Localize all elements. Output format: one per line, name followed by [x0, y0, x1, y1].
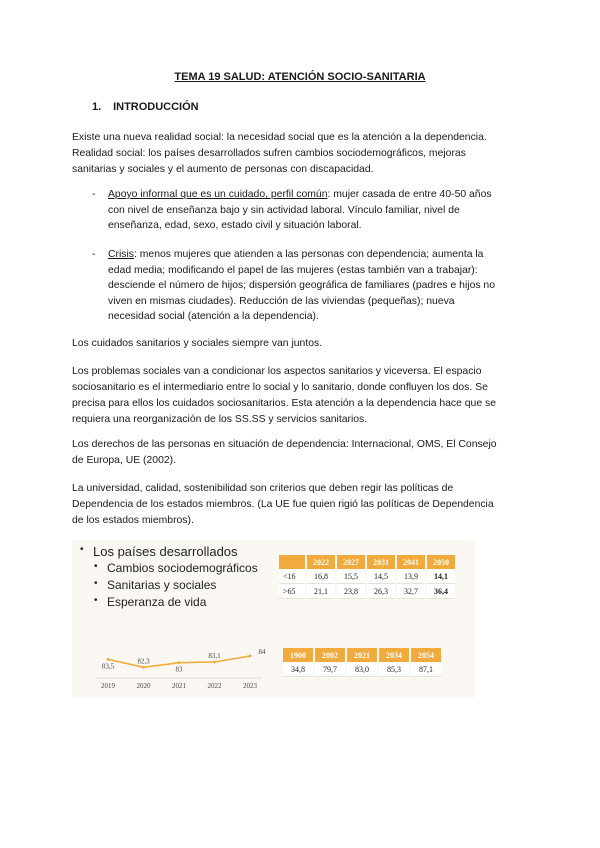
chart-x-tick-label: 2023 [243, 682, 257, 690]
text-line: precisa para ellos los cuidados sociosanitarios. Esta atención a la dependencia hace que se [72, 398, 496, 409]
table-cell: 15,5 [336, 569, 366, 584]
dash-marker: - [92, 249, 96, 260]
text-line: Existe una nueva realidad social: la necesidad social que es la atención a la dependencia. [72, 132, 487, 143]
paragraph-universidad [72, 481, 534, 529]
table-header-cell: 2027 [336, 555, 366, 569]
bullet-crisis [92, 247, 522, 325]
table-header-cell: 1900 [283, 648, 314, 662]
table-header-cell: 2002 [314, 648, 346, 662]
life-expectancy-line-chart [72, 540, 475, 698]
table-header-cell: 2021 [346, 648, 378, 662]
chart-point [178, 661, 181, 664]
chart-x-tick-label: 2022 [207, 682, 222, 690]
table-cell: 14,5 [366, 569, 396, 584]
chart-point [249, 655, 252, 658]
text-line: sanitarias y sociales y el aumento de personas con discapacidad. [72, 164, 374, 175]
chart-point [107, 658, 110, 661]
chart-x-tick-label: 2020 [136, 682, 151, 690]
text-line: de Europa, UE (2002). [72, 455, 176, 466]
table-cell: 16,8 [306, 569, 336, 584]
bullet-dot: • [94, 578, 98, 589]
text-line: necesidad social (atención a la dependencia). [108, 311, 319, 322]
table-header-cell: 2041 [396, 555, 426, 569]
intro-paragraph [72, 130, 534, 178]
demographics-figure [72, 540, 475, 698]
table-cell: <16 [279, 569, 306, 584]
table-cell: 21,1 [306, 584, 336, 599]
chart-data-label: 83 [175, 665, 183, 674]
paragraph-derechos [72, 437, 534, 469]
table-cell: 13,9 [396, 569, 426, 584]
figure-main-item: • Los países desarrollados [80, 544, 238, 559]
bullet-term: Apoyo informal que es un cuidado, perfil común [108, 189, 328, 200]
figure-sub-item: • Sanitarias y sociales [94, 578, 217, 592]
text-line: Los problemas sociales van a condicionar los aspectos sanitarios y viceversa. El espacio [72, 366, 482, 377]
text-line: enseñanza, edad, sexo, estado civil y situación laboral. [108, 220, 362, 231]
text-line: Los cuidados sanitarios y sociales siempre van juntos. [72, 338, 323, 349]
section-number: 1. [92, 101, 102, 113]
table-cell: 87,1 [410, 662, 442, 677]
section-title: INTRODUCCIÓN [113, 101, 199, 113]
table-header-cell: 2054 [410, 648, 442, 662]
paragraph-problemas [72, 364, 534, 428]
text-line: edad media; modificando el papel de las mujeres (estas también van a trabajar): [108, 264, 478, 276]
text-line: sociosanitario es el intermediario entre lo social y lo sanitario, donde confluyen los dos. Se [72, 382, 488, 393]
table-cell: 85,3 [378, 662, 410, 677]
text-line: Realidad social: los países desarrollados sufren cambios sociodemográficos, mejoras [72, 148, 466, 159]
chart-data-label: 82,3 [137, 657, 150, 666]
table-cell: 32,7 [396, 584, 426, 599]
text-line: Apoyo informal que es un cuidado, perfil común: mujer casada de entre 40-50 años [108, 189, 492, 200]
text-line: Crisis: menos mujeres que atienden a las personas con dependencia; aumenta la [108, 249, 484, 260]
table-cell: 83,0 [346, 662, 378, 677]
chart-data-label: 83,5 [101, 662, 115, 671]
bullet-dot: • [94, 595, 98, 606]
table-cell: >65 [279, 584, 306, 599]
chart-data-label: 83,1 [208, 652, 221, 660]
paragraph-cuidados [72, 336, 534, 352]
bullet-dot: • [80, 544, 84, 555]
table-cell: 34,8 [283, 662, 314, 677]
page-title: TEMA 19 SALUD: ATENCIÓN SOCIO-SANITARIA [174, 71, 426, 83]
text-line: con nivel de enseñanza bajo y sin actividad laboral. Vínculo familiar, nivel de [108, 204, 460, 216]
text-line: La universidad, calidad, sostenibilidad son criterios que deben regir las políticas de [72, 483, 454, 494]
figure-sub-item: • Cambios sociodemográficos [94, 561, 258, 575]
text-line: Los derechos de las personas en situación de dependencia: Internacional, OMS, El Consejo [72, 439, 497, 450]
text-line: requiera una reorganización de los SS.SS y servicios sanitarios. [72, 414, 368, 425]
table-cell: 26,3 [366, 584, 396, 599]
text-line: desciende el número de hijos; dispersión geográfica de familiares (padres e hijos no [108, 280, 495, 291]
table-header-cell: 2034 [378, 648, 410, 662]
chart-x-tick-label: 2021 [172, 682, 186, 690]
chart-data-label: 84 [258, 648, 266, 656]
figure-sub-item: • Esperanza de vida [94, 595, 207, 609]
table-cell: 23,8 [336, 584, 366, 599]
table-header-cell: 2050 [426, 555, 456, 569]
table-header-cell: 2031 [366, 555, 396, 569]
section-heading [92, 101, 199, 113]
chart-x-tick-label: 2019 [101, 682, 115, 690]
bullet-term: Crisis [108, 249, 134, 260]
table-header-cell: 2022 [306, 555, 336, 569]
chart-point [142, 666, 145, 669]
chart-point [213, 661, 216, 664]
text-line: de los estados miembros). [72, 515, 194, 526]
bullet-dot: • [94, 561, 98, 572]
bullet-apoyo-informal [92, 187, 522, 234]
table-cell: 14,1 [426, 569, 456, 584]
dash-marker: - [92, 189, 96, 200]
text-line: viven en mismas ciudades). Reducción de las viviendas (pequeñas); nueva [108, 295, 455, 307]
text-line: Dependencia de los estados miembros. (La UE fue quien rigió las políticas de Dependencia [72, 499, 494, 510]
table-cell: 79,7 [314, 662, 346, 677]
table-cell: 36,4 [426, 584, 456, 599]
